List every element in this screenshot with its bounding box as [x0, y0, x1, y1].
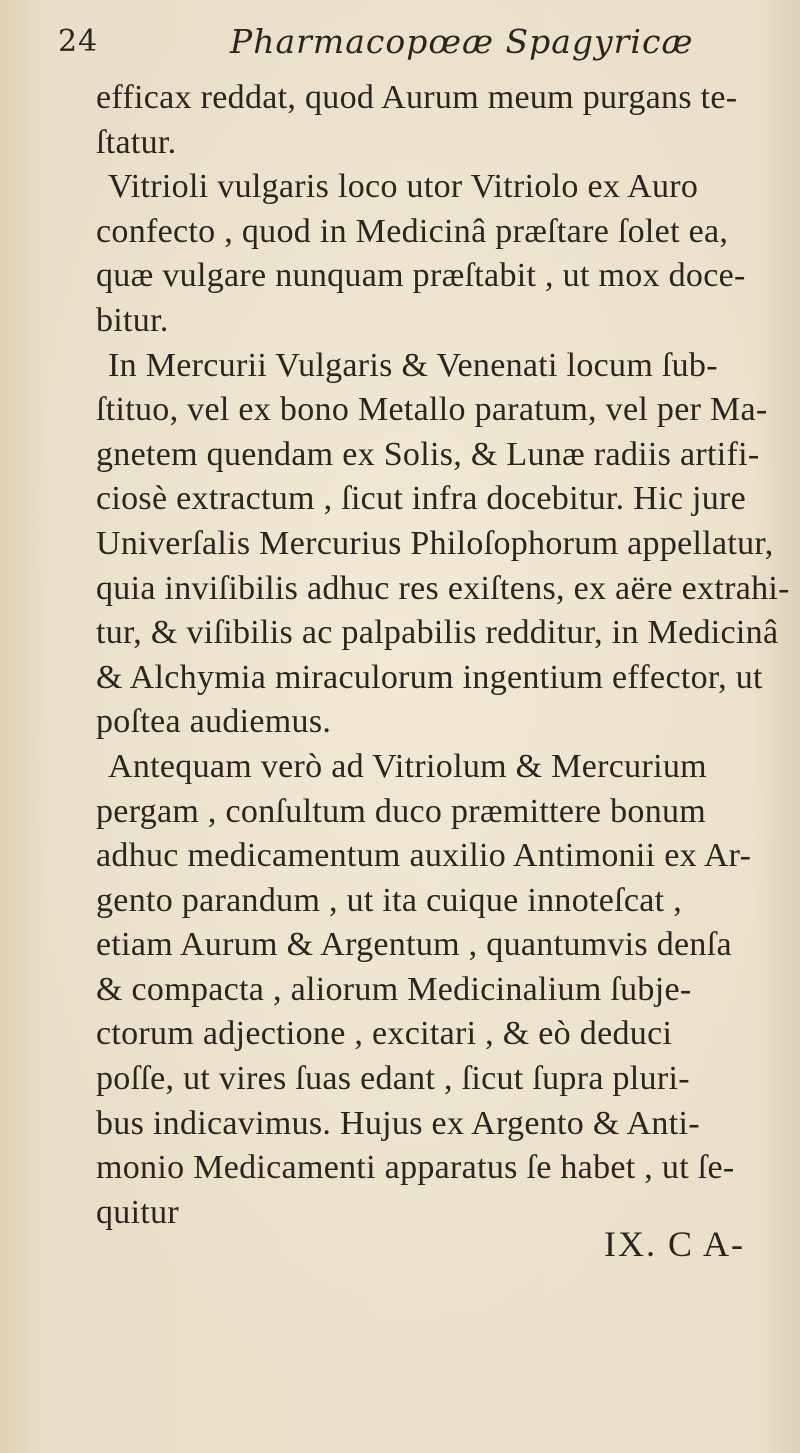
text-line: confecto , quod in Medicinâ præſtare ſolet ea, — [96, 212, 729, 250]
text-line: bus indicavimus. Hujus ex Argento & Anti- — [96, 1104, 700, 1142]
paragraph-start-line: Antequam verò ad Vitriolum & Mercurium — [108, 747, 707, 785]
catchword: IX. C A- — [604, 1224, 745, 1264]
page-number: 24 — [58, 24, 99, 59]
text-line: etiam Aurum & Argentum , quantumvis denſa — [96, 926, 732, 964]
text-line: ſtatur. — [96, 123, 177, 161]
text-line: adhuc medicamentum auxilio Antimonii ex Ar- — [96, 837, 752, 875]
paragraph-start-line: Vitrioli vulgaris loco utor Vitriolo ex Auro — [108, 168, 699, 206]
text-line: pergam , conſultum duco præmittere bonum — [96, 792, 707, 830]
body-text — [96, 76, 790, 1235]
text-line: & compacta , aliorum Medicinalium ſubje- — [96, 970, 692, 1008]
text-line: bitur. — [96, 301, 169, 339]
text-line: & Alchymia miraculorum ingentium effector, ut — [96, 658, 763, 696]
text-line: quæ vulgare nunquam præſtabit , ut mox doce- — [96, 257, 746, 295]
running-title: Pharmacopœæ Spagyricæ — [230, 22, 694, 61]
text-line: ciosè extractum , ſicut infra docebitur. Hic jure — [96, 480, 747, 518]
text-line: gnetem quendam ex Solis, & Lunæ radiis artifi- — [96, 435, 760, 473]
text-line: ctorum adjectione , excitari , & eò deduci — [96, 1015, 673, 1053]
text-line: ſtituo, vel ex bono Metallo paratum, vel per Ma- — [96, 391, 768, 429]
text-line: Univerſalis Mercurius Philoſophorum appellatur, — [96, 524, 774, 562]
text-line: quia inviſibilis adhuc res exiſtens, ex aëre extrahi- — [96, 569, 790, 607]
text-line: monio Medicamenti apparatus ſe habet , ut ſe- — [96, 1149, 735, 1187]
text-line: poſtea audiemus. — [96, 703, 332, 741]
page-header — [58, 18, 758, 68]
text-line: tur, & viſibilis ac palpabilis redditur, in Medicinâ — [96, 614, 779, 652]
text-line: gento parandum , ut ita cuique innoteſcat , — [96, 881, 683, 919]
text-line: efficax reddat, quod Aurum meum purgans te- — [96, 79, 738, 116]
text-line: poſſe, ut vires ſuas edant , ſicut ſupra pluri- — [96, 1060, 690, 1098]
text-line: quitur — [96, 1193, 180, 1231]
paragraph-start-line: In Mercurii Vulgaris & Venenati locum ſub- — [108, 346, 718, 384]
